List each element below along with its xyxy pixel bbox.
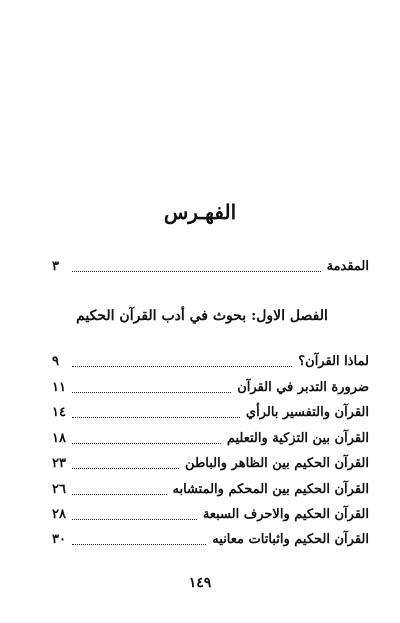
dot-leader (72, 493, 167, 495)
toc-entry-page: ٩ (52, 354, 59, 369)
dot-leader (72, 270, 321, 272)
dot-leader (72, 467, 179, 469)
toc-entry-page: ٢٣ (52, 456, 66, 471)
toc-entry-page: ٣ (52, 259, 59, 274)
toc-entry (52, 402, 369, 422)
toc-entry-label: لماذا القرآن؟ (298, 354, 369, 369)
toc-entry-label: القرآن والتفسير بالرأي (245, 405, 369, 420)
index-title: الفهـرس (163, 200, 237, 224)
dot-leader (72, 391, 231, 393)
toc-entry-page: ٣٠ (52, 532, 66, 547)
toc-entry-label: ضرورة التدبر في القرآن (237, 380, 369, 395)
toc-entry-page: ١١ (52, 380, 66, 395)
toc-entry-label: القرآن الحكيم والاحرف السبعة (202, 507, 369, 522)
toc-entry (52, 529, 369, 549)
toc-entry (52, 453, 369, 473)
dot-leader (72, 416, 240, 418)
toc-entry (52, 377, 369, 397)
toc-entry-page: ٢٨ (52, 507, 66, 522)
toc-entry (52, 479, 369, 499)
page-number: ١٤٩ (188, 575, 212, 591)
dot-leader (72, 365, 292, 367)
toc-entry-label: القرآن بين التزكية والتعليم (226, 431, 369, 446)
toc-entry-label: القرآن الحكيم بين الظاهر والباطن (185, 456, 369, 471)
toc-entry-label: المقدمة (326, 259, 369, 274)
dot-leader (72, 543, 206, 545)
toc-entry-page: ٢٦ (52, 482, 66, 497)
toc-entry (52, 351, 369, 371)
toc-entry-label: القرآن الحكيم واثباتات معانيه (212, 532, 369, 547)
dot-leader (72, 442, 221, 444)
toc-entry-page: ١٨ (52, 431, 66, 446)
chapter-heading: الفصل الاول: بحوث في أدب القرآن الحكيم (76, 308, 328, 324)
toc-entry (52, 504, 369, 524)
toc-entry-page: ١٤ (52, 405, 66, 420)
toc-entry (52, 428, 369, 448)
toc-entry-introduction (52, 256, 369, 276)
toc-entry-label: القرآن الحكيم بين المحكم والمتشابه (172, 482, 369, 497)
dot-leader (72, 518, 197, 520)
